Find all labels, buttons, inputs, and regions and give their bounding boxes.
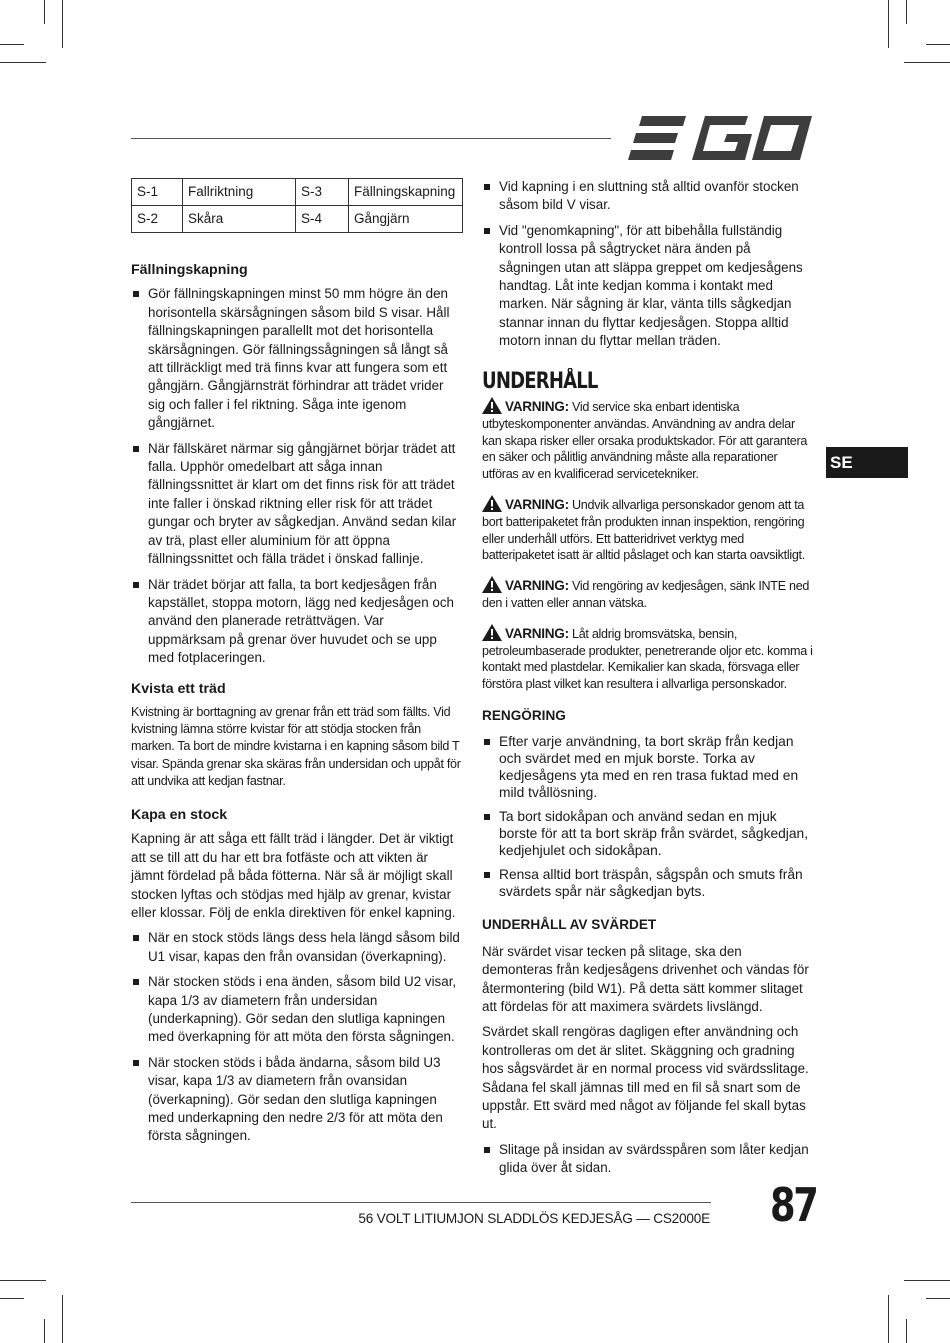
left-column bbox=[131, 178, 463, 1153]
ego-logo bbox=[628, 114, 814, 162]
list-item: Vid kapning i en sluttning stå alltid ovanför stocken såsom bild V visar. bbox=[482, 178, 814, 215]
section-heading: RENGÖRING bbox=[482, 708, 566, 724]
right-column bbox=[482, 178, 814, 1185]
crop-mark bbox=[62, 1295, 63, 1343]
crop-mark bbox=[906, 0, 907, 24]
crop-mark bbox=[904, 1280, 950, 1281]
list-item: Efter varje användning, ta bort skräp från kedjan och svärdet med en mjuk borste. Torka av kedjesågens yta med en ren trasa fuktad med en mild tvållösning. bbox=[482, 733, 814, 801]
table-cell: Fällningskapning bbox=[349, 179, 463, 206]
maintenance-title: UNDERHÅLL bbox=[482, 368, 598, 394]
paragraph: Kapning är att såga ett fällt träd i längder. Det är viktigt att se till att du har ett bra fotfäste och att vikten är jämnt fördelad på båda fötterna. När så är möjligt skall stocken lyftas och stödjas med hjälp av grenar, kvistar eller klossar. Följ de enkla direktiven för enkel kapning. bbox=[131, 831, 456, 920]
warning-text: Undvik allvarliga personskador genom att ta bort batteripaketet från produkten innan inspektion, rengöring eller underhåll utförs. Ett batteridrivet verktyg med batteripaketet isatt är alltid påslaget och kan starta oavsiktligt. bbox=[482, 498, 805, 563]
warning-block bbox=[482, 495, 814, 564]
table-cell: S-2 bbox=[132, 206, 183, 233]
table-cell: Fallriktning bbox=[183, 179, 296, 206]
section-heading: Kapa en stock bbox=[131, 806, 228, 823]
crop-mark bbox=[0, 44, 24, 45]
footer-rule bbox=[131, 1202, 711, 1203]
list-item: När fällskäret närmar sig gångjärnet börjar trädet att falla. Upphör omedelbart att såga innan fällningssnittet är klart om det finns risk för att trädet inte faller i önskad riktning eller risk för att trädet gungar och bryter av sågkedjan. Använd sedan kilar av trä, plast eller aluminium för att öppna fällningssnittet och fälla trädet i önskad fallinje. bbox=[131, 440, 463, 569]
crop-mark bbox=[0, 1280, 46, 1281]
crop-mark bbox=[888, 1295, 889, 1343]
table-cell: Gångjärn bbox=[349, 206, 463, 233]
legend-table bbox=[131, 178, 463, 233]
list-item: Ta bort sidokåpan och använd sedan en mjuk borste för att ta bort skräp från svärdet, sågkedjan, kedjehjulet och sidokåpan. bbox=[482, 808, 814, 859]
bucking-list-continued bbox=[482, 178, 814, 351]
table-row bbox=[132, 206, 463, 233]
bucking-list bbox=[131, 929, 463, 1145]
warning-block bbox=[482, 397, 814, 483]
header-rule bbox=[131, 138, 611, 139]
warning-text: Vid rengöring av kedjesågen, sänk INTE ned den i vatten eller annan vätska. bbox=[482, 579, 810, 611]
table-cell: S-4 bbox=[296, 206, 349, 233]
crop-mark bbox=[62, 0, 63, 48]
section-heading: UNDERHÅLL AV SVÄRDET bbox=[482, 917, 657, 933]
crop-mark bbox=[0, 62, 46, 63]
warning-icon bbox=[482, 397, 502, 414]
list-item: När stocken stöds i båda ändarna, såsom bild U3 visar, kapa 1/3 av diametern från ovansidan (överkapning). Gör sedan den slutliga kapningen med underkapning den nedre 2/3 för att möta den första sågningen. bbox=[131, 1054, 463, 1146]
warning-block bbox=[482, 624, 814, 693]
table-row bbox=[132, 179, 463, 206]
list-item: Vid "genomkapning", för att bibehålla fullständig kontroll lossa på sågtrycket nära änden på sågningen utan att släppa greppet om kedjesågens handtag. Låt inte kedjan komma i kontakt med marken. När sågning är klar, vänta tills sågkedjan stannar innan du flyttar kedjesågen. Stoppa alltid motorn innan du flyttar mellan träden. bbox=[482, 222, 814, 351]
crop-mark bbox=[926, 44, 950, 45]
table-cell: Skåra bbox=[183, 206, 296, 233]
warning-icon bbox=[482, 495, 502, 512]
felling-list bbox=[131, 285, 463, 667]
bar-list bbox=[482, 1141, 814, 1178]
table-cell: S-3 bbox=[296, 179, 349, 206]
warning-label: VARNING: bbox=[505, 399, 569, 415]
cleaning-list bbox=[482, 733, 814, 900]
crop-mark bbox=[906, 1319, 907, 1343]
section-heading: Kvista ett träd bbox=[131, 680, 226, 697]
section-heading: Fällningskapning bbox=[131, 262, 248, 278]
footer-title: 56 VOLT LITIUMJON SLADDLÖS KEDJESÅG — CS2000E bbox=[358, 1211, 710, 1226]
warning-label: VARNING: bbox=[505, 625, 569, 641]
crop-mark bbox=[44, 1319, 45, 1343]
list-item: När stocken stöds i ena änden, såsom bild U2 visar, kapa 1/3 av diametern från undersidan (underkapning). Gör sedan den slutliga kapningen med överkapning för att möta den första sågningen. bbox=[131, 973, 463, 1047]
paragraph: Svärdet skall rengöras dagligen efter användning och kontrolleras om det är slitet. Skäggning och gradning hos sågsvärdet är en normal process vid svärdsslitage. Sådana fel skall jämnas till med en fil så snart som de uppstår. Ett svärd med något av följande fel skall bytas ut. bbox=[482, 1024, 809, 1132]
list-item: När trädet börjar att falla, ta bort kedjesågen från kapstället, stoppa motorn, lägg ned kedjesågen och använd den planerade reträttvägen. Var uppmärksam på grenar över huvudet och se upp med fotplaceringen. bbox=[131, 576, 463, 668]
language-tab: SE bbox=[826, 447, 908, 478]
crop-mark bbox=[888, 0, 889, 48]
table-cell: S-1 bbox=[132, 179, 183, 206]
warning-text: Vid service ska enbart identiska utbyteskomponenter användas. Användning av andra delar kan skapa risker eller orsaka produktskador. För att garantera en säker och pålitlig användning måste alla reparationer utföras av en kvalificerad servicetekniker. bbox=[482, 400, 808, 482]
warning-text: Låt aldrig bromsvätska, bensin, petroleumbaserade produkter, penetrerande oljor etc. komma i kontakt med plastdelar. Kemikalier kan skada, försvaga eller förstöra plast vilket kan resultera i allvarliga personskador. bbox=[482, 626, 813, 692]
crop-mark bbox=[44, 0, 45, 24]
paragraph: När svärdet visar tecken på slitage, ska den demonteras från kedjesågens drivenhet och vändas för återmontering (bild W1). På detta sätt kommer slitaget att fördelas för att maximera svärdets livslängd. bbox=[482, 943, 809, 1015]
list-item: Slitage på insidan av svärdsspåren som låter kedjan glida över åt sidan. bbox=[482, 1141, 814, 1178]
crop-mark bbox=[926, 1298, 950, 1299]
crop-mark bbox=[0, 1298, 24, 1299]
page-number: 87 bbox=[770, 1178, 817, 1232]
crop-mark bbox=[904, 62, 950, 63]
warning-block bbox=[482, 576, 814, 612]
warning-icon bbox=[482, 624, 502, 641]
warning-icon bbox=[482, 576, 502, 593]
warning-label: VARNING: bbox=[505, 497, 569, 513]
paragraph: Kvistning är borttagning av grenar från ett träd som fällts. Vid kvistning lämna större kvistar för att stödja stocken från marken. Ta bort de mindre kvistarna i en kapning såsom bild T visar. Spända grenar ska skäras från undersidan och uppåt för att undvika att kedjan fastnar. bbox=[131, 704, 461, 788]
list-item: Rensa alltid bort träspån, sågspån och smuts från svärdets spår när sågkedjan byts. bbox=[482, 866, 814, 900]
list-item: Gör fällningskapningen minst 50 mm högre än den horisontella skärsågningen såsom bild S visar. Håll fällningskapningen parallellt mot det horisontella skärsågningen. Gör fällningssågningen så långt så att tillräckligt med trä finns kvar att fungera som ett gångjärn. Gångjärnsträt förhindrar att trädet vrider sig och faller i fel riktning. Såga inte igenom gångjärnet. bbox=[131, 285, 463, 432]
warning-label: VARNING: bbox=[505, 578, 569, 594]
list-item: När en stock stöds längs dess hela längd såsom bild U1 visar, kapas den från ovansidan (överkapning). bbox=[131, 929, 463, 966]
